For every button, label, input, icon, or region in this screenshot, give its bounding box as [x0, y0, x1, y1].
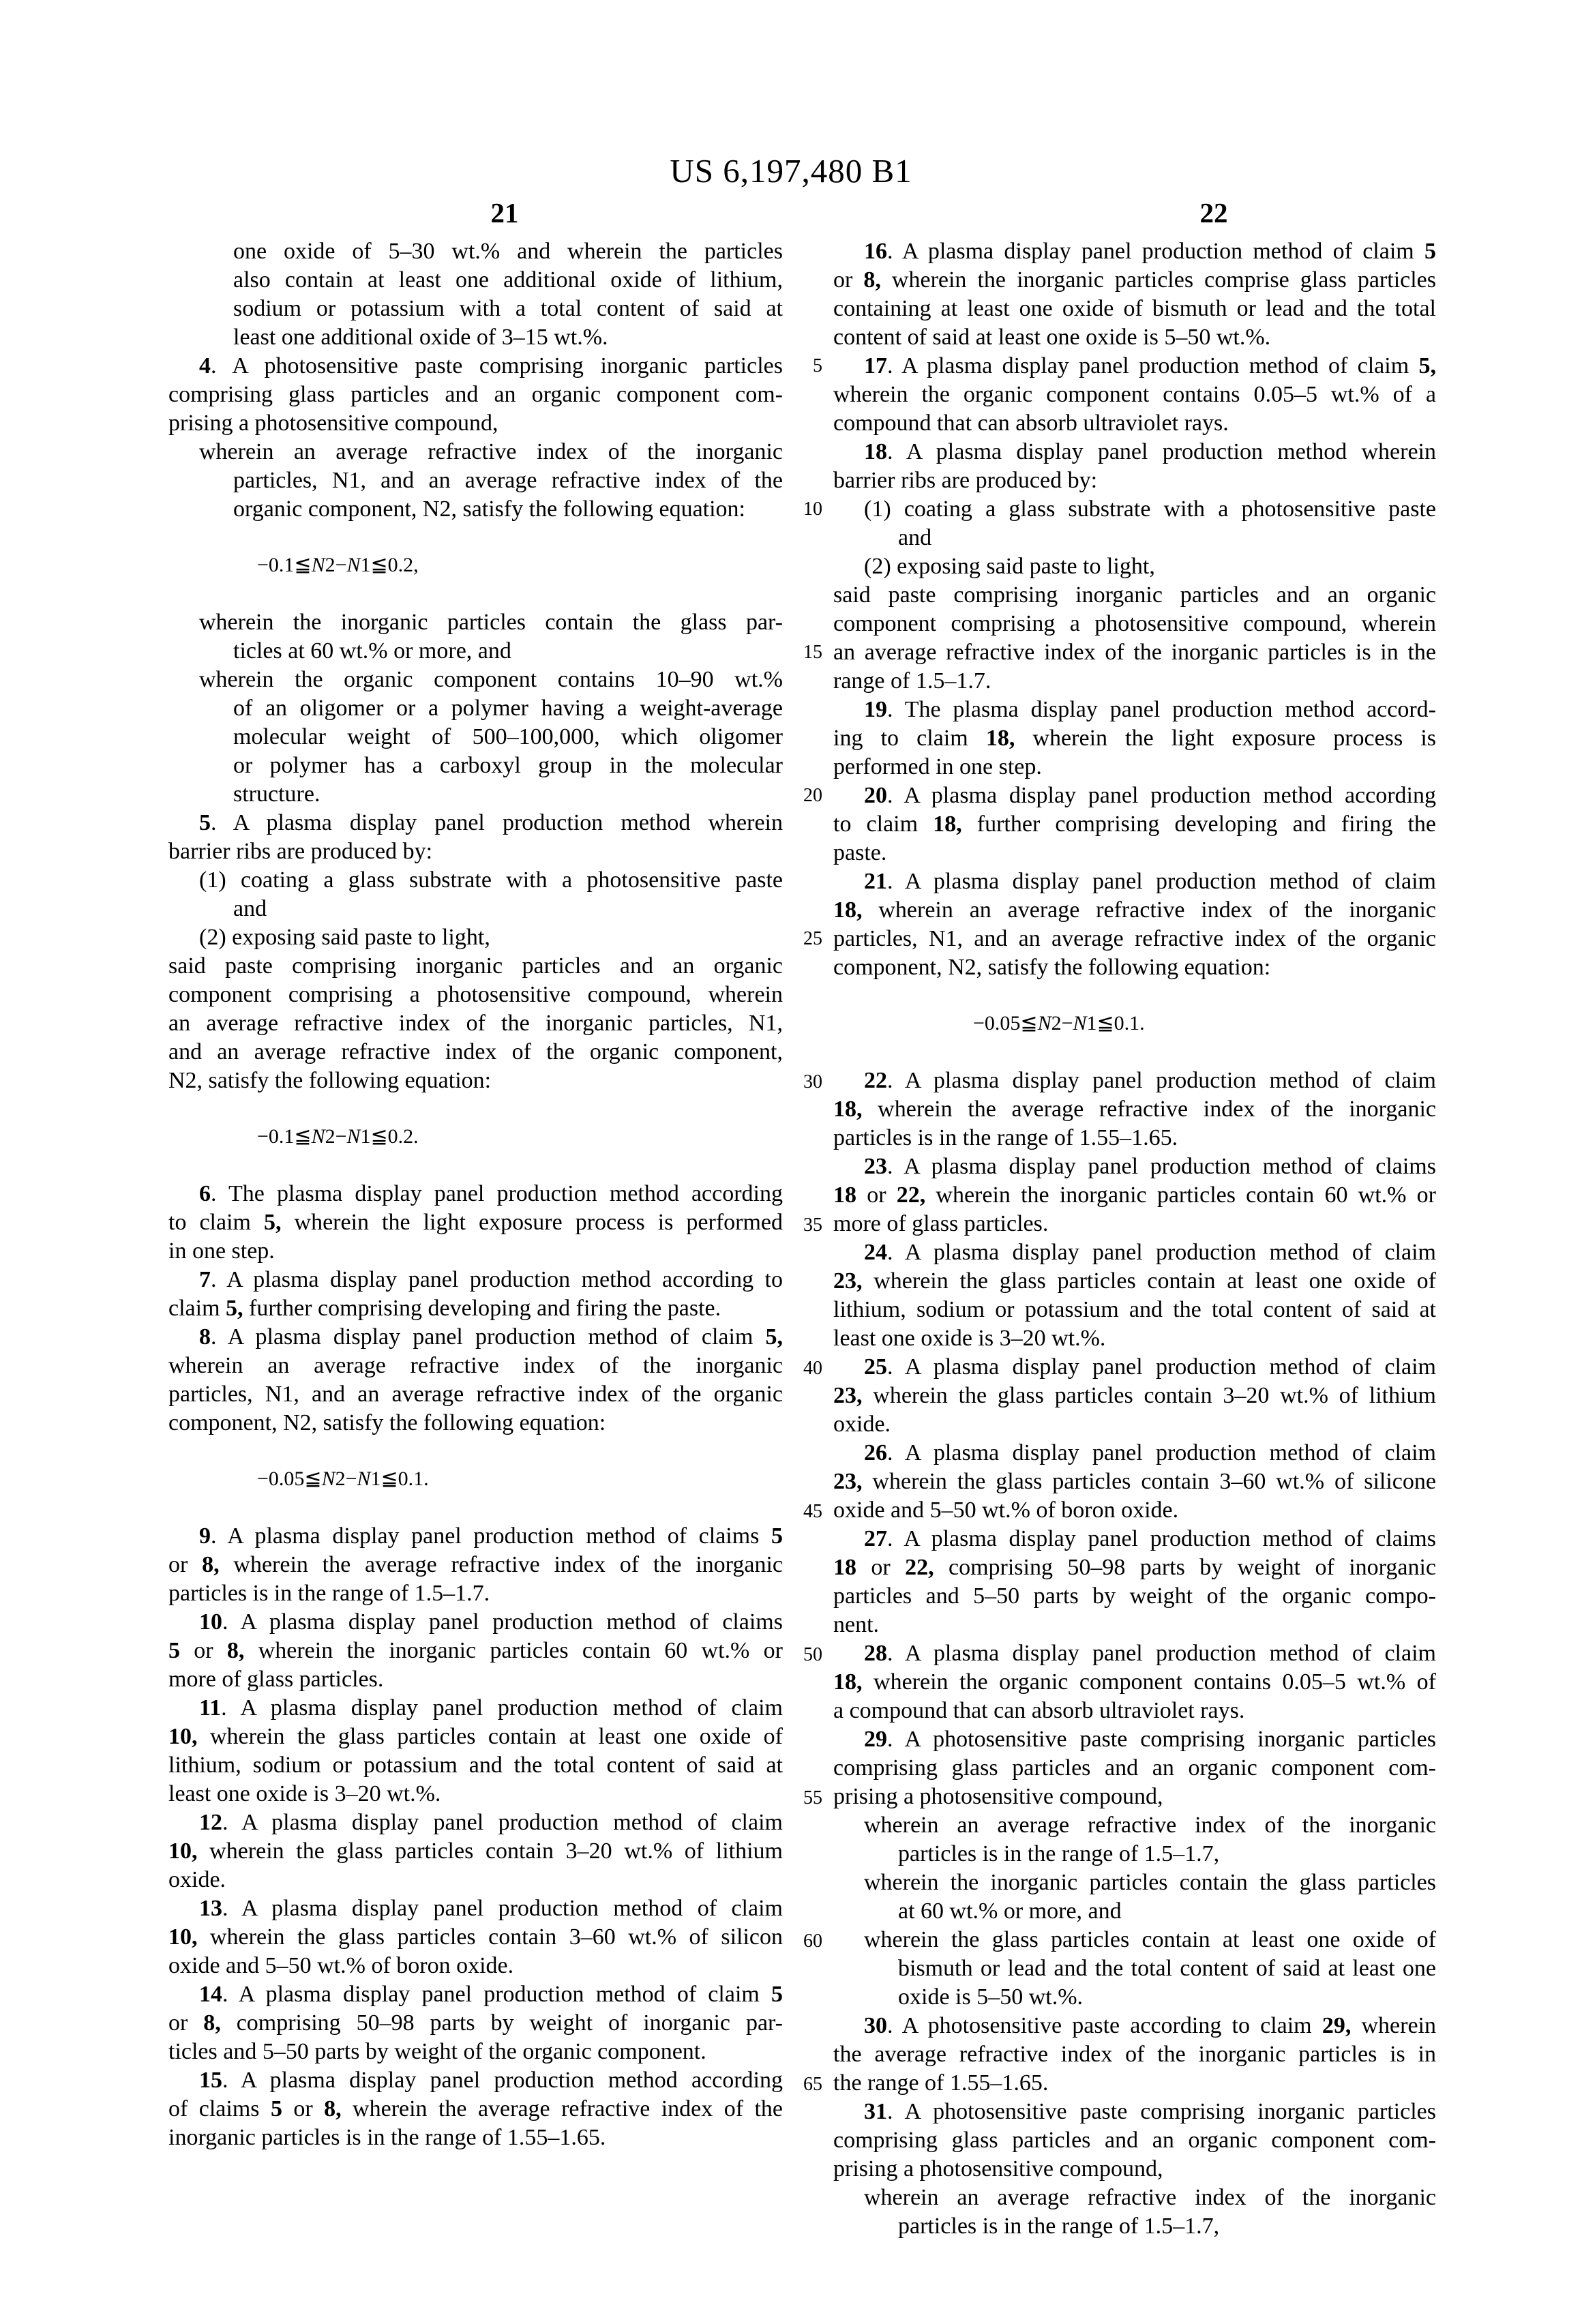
line-number: 65 — [803, 2074, 822, 2095]
text-line: 7. A plasma display panel production method according to — [199, 1267, 783, 1292]
text-line: barrier ribs are produced by: — [833, 468, 1098, 493]
text-line: and an average refractive index of the organic component, — [168, 1039, 783, 1064]
text-line: and — [233, 896, 267, 921]
text-line: inorganic particles is in the range of 1.55–1.65. — [168, 2125, 606, 2150]
text-line: 21. A plasma display panel production method of claim — [864, 869, 1436, 894]
text-line: 12. A plasma display panel production method of claim — [199, 1810, 783, 1835]
equation — [833, 1009, 1436, 1038]
text-line: range of 1.5–1.7. — [833, 668, 991, 694]
text-line: 25. A plasma display panel production method of claim — [864, 1354, 1436, 1380]
text-line: 27. A plasma display panel production method of claims — [864, 1526, 1436, 1551]
claim-paragraph — [833, 1926, 1436, 2012]
text-line: −0.1≦N2−N1≦0.2. — [257, 1125, 419, 1148]
text-line: least one additional oxide of 3–15 wt.%. — [233, 325, 608, 350]
claim-paragraph — [833, 1238, 1436, 1353]
text-line: particles and 5–50 parts by weight of the organic compo- — [833, 1583, 1436, 1609]
text-line: 18. A plasma display panel production method wherein — [864, 439, 1436, 464]
column-number-left: 21 — [490, 197, 519, 228]
text-line: (1) coating a glass substrate with a photosensitive paste — [199, 867, 783, 893]
text-line: the average refractive index of the inorganic particles is in — [833, 2042, 1436, 2067]
text-line: comprising glass particles and an organic component com- — [833, 2128, 1436, 2153]
claim-paragraph — [833, 696, 1436, 781]
text-line: 23, wherein the glass particles contain at least one oxide of — [833, 1268, 1436, 1294]
text-line: component comprising a photosensitive compound, wherein — [168, 982, 783, 1007]
text-line: 5. A plasma display panel production method wherein — [199, 810, 783, 835]
text-line: an average refractive index of the inorganic particles, N1, — [168, 1011, 783, 1036]
text-line: wherein the glass particles contain at least one oxide of — [864, 1927, 1436, 1952]
text-line: 4. A photosensitive paste comprising inorganic particles — [199, 353, 783, 378]
text-line: wherein an average refractive index of the inorganic — [864, 1813, 1436, 1838]
text-line: 18 or 22, comprising 50–98 parts by weight of inorganic — [833, 1555, 1436, 1580]
text-line: 8. A plasma display panel production method of claim 5, — [199, 1324, 783, 1350]
claim-paragraph — [168, 809, 783, 866]
claim-paragraph — [168, 666, 783, 809]
text-line: also contain at least one additional oxide of lithium, — [233, 267, 783, 293]
text-line: wherein the inorganic particles contain the glass par- — [199, 610, 783, 635]
line-number: 40 — [803, 1358, 822, 1379]
text-line: particles, N1, and an average refractive index of the organic — [168, 1382, 783, 1407]
claim-paragraph — [168, 1980, 783, 2066]
claim-paragraph — [833, 2184, 1436, 2241]
text-line: wherein an average refractive index of the inorganic — [199, 439, 783, 464]
claim-paragraph — [833, 1525, 1436, 1639]
text-line: to claim 5, wherein the light exposure process is performed — [168, 1210, 783, 1235]
text-line: 14. A plasma display panel production method of claim 5 — [199, 1982, 783, 2007]
text-line: oxide. — [833, 1412, 891, 1437]
text-line: 9. A plasma display panel production method of claims 5 — [199, 1523, 783, 1549]
text-line: compound that can absorb ultraviolet rays. — [833, 411, 1229, 436]
text-line: −0.1≦N2−N1≦0.2, — [257, 554, 419, 576]
text-line: −0.05≦N2−N1≦0.1. — [257, 1468, 429, 1490]
claim-paragraph — [833, 781, 1436, 867]
text-line: 30. A photosensitive paste according to claim 29, wherein — [864, 2013, 1436, 2038]
text-line: (2) exposing said paste to light, — [199, 925, 490, 950]
text-line: ticles at 60 wt.% or more, and — [233, 638, 511, 664]
claim-paragraph — [833, 1811, 1436, 1868]
text-line: particles is in the range of 1.5–1.7. — [168, 1581, 490, 1606]
line-number: 45 — [803, 1501, 822, 1522]
text-line: structure. — [233, 781, 320, 807]
text-line: or 8, comprising 50–98 parts by weight of inorganic par- — [168, 2010, 783, 2036]
claim-paragraph — [168, 952, 783, 1095]
text-line: particles is in the range of 1.5–1.7, — [898, 2214, 1220, 2239]
text-line: oxide. — [168, 1867, 226, 1892]
text-line: an average refractive index of the inorganic particles is in the — [833, 640, 1436, 665]
text-line: 23. A plasma display panel production method of claims — [864, 1154, 1436, 1179]
text-line: or 8, wherein the inorganic particles comprise glass particles — [833, 267, 1436, 293]
claim-paragraph — [168, 438, 783, 524]
text-line: particles, N1, and an average refractive index of the — [233, 468, 783, 493]
text-line: lithium, sodium or potassium and the total content of said at — [833, 1297, 1436, 1322]
line-number: 10 — [803, 498, 822, 520]
claim-paragraph — [168, 1808, 783, 1894]
text-line: prising a photosensitive compound, — [833, 2156, 1163, 2181]
claim-paragraph — [833, 1639, 1436, 1725]
text-line: claim 5, further comprising developing and firing the paste. — [168, 1296, 721, 1321]
text-line: component comprising a photosensitive compound, wherein — [833, 611, 1436, 636]
text-line: organic component, N2, satisfy the following equation: — [233, 496, 746, 522]
text-line: molecular weight of 500–100,000, which oligomer — [233, 724, 783, 749]
claim-paragraph — [833, 1353, 1436, 1439]
text-line: particles is in the range of 1.55–1.65. — [833, 1125, 1178, 1150]
equation — [168, 1465, 783, 1493]
line-number: 30 — [803, 1071, 822, 1092]
claim-paragraph — [168, 1608, 783, 1694]
claim-paragraph — [833, 552, 1436, 581]
text-line: or polymer has a carboxyl group in the molecular — [233, 753, 783, 778]
text-line: wherein an average refractive index of the inorganic — [864, 2185, 1436, 2210]
text-line: one oxide of 5–30 wt.% and wherein the particles — [233, 239, 783, 264]
text-line: the range of 1.55–1.65. — [833, 2070, 1049, 2096]
claim-paragraph — [833, 2098, 1436, 2184]
text-line: 10, wherein the glass particles contain 3–20 wt.% of lithium — [168, 1838, 783, 1864]
text-line: 13. A plasma display panel production method of claim — [199, 1896, 783, 1921]
text-line: 23, wherein the glass particles contain 3–20 wt.% of lithium — [833, 1383, 1436, 1408]
text-line: 26. A plasma display panel production method of claim — [864, 1440, 1436, 1465]
line-number-gutter — [764, 0, 822, 2324]
text-line: more of glass particles. — [833, 1211, 1049, 1236]
line-number: 15 — [803, 642, 822, 663]
text-line: 18, wherein the average refractive index of the inorganic — [833, 1097, 1436, 1122]
text-line: barrier ribs are produced by: — [168, 839, 433, 864]
text-line: said paste comprising inorganic particles and an organic — [168, 953, 783, 979]
text-line: more of glass particles. — [168, 1667, 384, 1692]
text-line: 17. A plasma display panel production method of claim 5, — [864, 353, 1436, 378]
text-line: wherein an average refractive index of the inorganic — [168, 1353, 783, 1378]
claim-paragraph — [168, 1266, 783, 1323]
claim-paragraph — [168, 1694, 783, 1808]
text-line: 24. A plasma display panel production method of claim — [864, 1240, 1436, 1265]
column-number-right: 22 — [1199, 197, 1228, 228]
text-line: paste. — [833, 840, 887, 865]
equation — [168, 1122, 783, 1151]
line-number: 25 — [803, 928, 822, 949]
claim-paragraph — [833, 352, 1436, 438]
claim-paragraph — [833, 867, 1436, 982]
text-line: −0.05≦N2−N1≦0.1. — [973, 1012, 1145, 1034]
text-line: 18, wherein the organic component contains 0.05–5 wt.% of — [833, 1669, 1436, 1695]
text-line: N2, satisfy the following equation: — [168, 1068, 492, 1093]
text-line: 29. A photosensitive paste comprising inorganic particles — [864, 1727, 1436, 1752]
text-line: 15. A plasma display panel production method according — [199, 2068, 783, 2093]
text-line: said paste comprising inorganic particles and an organic — [833, 582, 1436, 608]
claim-paragraph — [168, 1894, 783, 1980]
text-line: 23, wherein the glass particles contain 3–60 wt.% of silicone — [833, 1469, 1436, 1494]
claim-paragraph — [168, 866, 783, 923]
claim-paragraph — [833, 1152, 1436, 1238]
claim-paragraph — [168, 1522, 783, 1608]
claim-paragraph — [833, 2012, 1436, 2098]
text-line: or 8, wherein the average refractive index of the inorganic — [168, 1552, 783, 1577]
text-line: 6. The plasma display panel production method according — [199, 1181, 783, 1206]
patent-number: US 6,197,480 B1 — [670, 152, 912, 190]
text-line: 22. A plasma display panel production method of claim — [864, 1068, 1436, 1093]
text-line: 16. A plasma display panel production method of claim 5 — [864, 239, 1436, 264]
text-line: lithium, sodium or potassium and the total content of said at — [168, 1753, 783, 1778]
text-line: ing to claim 18, wherein the light exposure process is — [833, 726, 1436, 751]
text-line: content of said at least one oxide is 5–50 wt.%. — [833, 325, 1271, 350]
claim-paragraph — [833, 438, 1436, 495]
text-line: of claims 5 or 8, wherein the average refractive index of the — [168, 2096, 783, 2121]
text-line: (2) exposing said paste to light, — [864, 554, 1155, 579]
text-line: 28. A plasma display panel production method of claim — [864, 1641, 1436, 1666]
text-line: oxide and 5–50 wt.% of boron oxide. — [168, 1953, 514, 1978]
claim-paragraph — [833, 581, 1436, 696]
text-line: wherein the organic component contains 0.05–5 wt.% of a — [833, 382, 1436, 407]
text-line: wherein the organic component contains 10–90 wt.% — [199, 667, 783, 692]
column-left — [168, 237, 783, 2152]
text-line: bismuth or lead and the total content of said at least one — [898, 1956, 1436, 1981]
column-right — [833, 237, 1436, 2241]
text-line: wherein the inorganic particles contain the glass particles — [864, 1870, 1436, 1895]
claim-paragraph — [168, 1323, 783, 1437]
text-line: sodium or potassium with a total content of said at — [233, 296, 783, 321]
claim-paragraph — [833, 237, 1436, 352]
claim-paragraph — [168, 237, 783, 352]
line-number: 5 — [813, 355, 822, 376]
text-line: particles, N1, and an average refractive index of the organic — [833, 926, 1436, 951]
text-line: comprising glass particles and an organic component com- — [168, 382, 783, 407]
claim-paragraph — [168, 2066, 783, 2152]
line-number: 55 — [803, 1787, 822, 1808]
text-line: 18 or 22, wherein the inorganic particles contain 60 wt.% or — [833, 1182, 1436, 1208]
text-line: 11. A plasma display panel production method of claim — [199, 1695, 783, 1720]
text-line: 10, wherein the glass particles contain at least one oxide of — [168, 1724, 783, 1749]
claim-paragraph — [168, 923, 783, 952]
line-number: 35 — [803, 1215, 822, 1236]
line-number: 20 — [803, 785, 822, 806]
text-line: (1) coating a glass substrate with a photosensitive paste — [864, 496, 1436, 522]
text-line: containing at least one oxide of bismuth or lead and the total — [833, 296, 1436, 321]
text-line: of an oligomer or a polymer having a weight-average — [233, 696, 783, 721]
text-line: performed in one step. — [833, 754, 1042, 779]
text-line: least one oxide is 3–20 wt.%. — [168, 1781, 441, 1806]
text-line: to claim 18, further comprising developing and firing the — [833, 811, 1436, 837]
text-line: particles is in the range of 1.5–1.7, — [898, 1841, 1220, 1866]
claim-paragraph — [833, 1725, 1436, 1811]
claim-paragraph — [833, 495, 1436, 552]
text-line: prising a photosensitive compound, — [833, 1784, 1163, 1809]
text-line: in one step. — [168, 1238, 275, 1264]
text-line: 31. A photosensitive paste comprising inorganic particles — [864, 2099, 1436, 2124]
text-line: 18, wherein an average refractive index of the inorganic — [833, 897, 1436, 923]
claim-paragraph — [168, 608, 783, 666]
text-line: oxide is 5–50 wt.%. — [898, 1984, 1084, 2010]
text-line: component, N2, satisfy the following equation: — [168, 1410, 606, 1435]
text-line: oxide and 5–50 wt.% of boron oxide. — [833, 1498, 1179, 1523]
claim-paragraph — [833, 1439, 1436, 1525]
text-line: and — [898, 525, 932, 550]
equation — [168, 551, 783, 580]
text-line: 20. A plasma display panel production method according — [864, 783, 1436, 808]
text-line: at 60 wt.% or more, and — [898, 1898, 1122, 1924]
text-line: 10. A plasma display panel production method of claims — [199, 1609, 783, 1635]
text-line: ticles and 5–50 parts by weight of the organic component. — [168, 2039, 706, 2064]
text-line: 19. The plasma display panel production method accord- — [864, 697, 1436, 722]
text-line: least one oxide is 3–20 wt.%. — [833, 1326, 1106, 1351]
claim-paragraph — [168, 352, 783, 438]
line-number: 50 — [803, 1644, 822, 1665]
claim-paragraph — [168, 1180, 783, 1266]
text-line: 5 or 8, wherein the inorganic particles contain 60 wt.% or — [168, 1638, 783, 1663]
text-line: comprising glass particles and an organic component com- — [833, 1755, 1436, 1781]
claim-paragraph — [833, 1067, 1436, 1152]
text-line: nent. — [833, 1612, 880, 1637]
text-line: component, N2, satisfy the following equation: — [833, 955, 1271, 980]
text-line: prising a photosensitive compound, — [168, 411, 498, 436]
claim-paragraph — [833, 1868, 1436, 1926]
text-line: 10, wherein the glass particles contain 3–60 wt.% of silicon — [168, 1924, 783, 1950]
text-line: a compound that can absorb ultraviolet rays. — [833, 1698, 1245, 1723]
line-number: 60 — [803, 1931, 822, 1952]
